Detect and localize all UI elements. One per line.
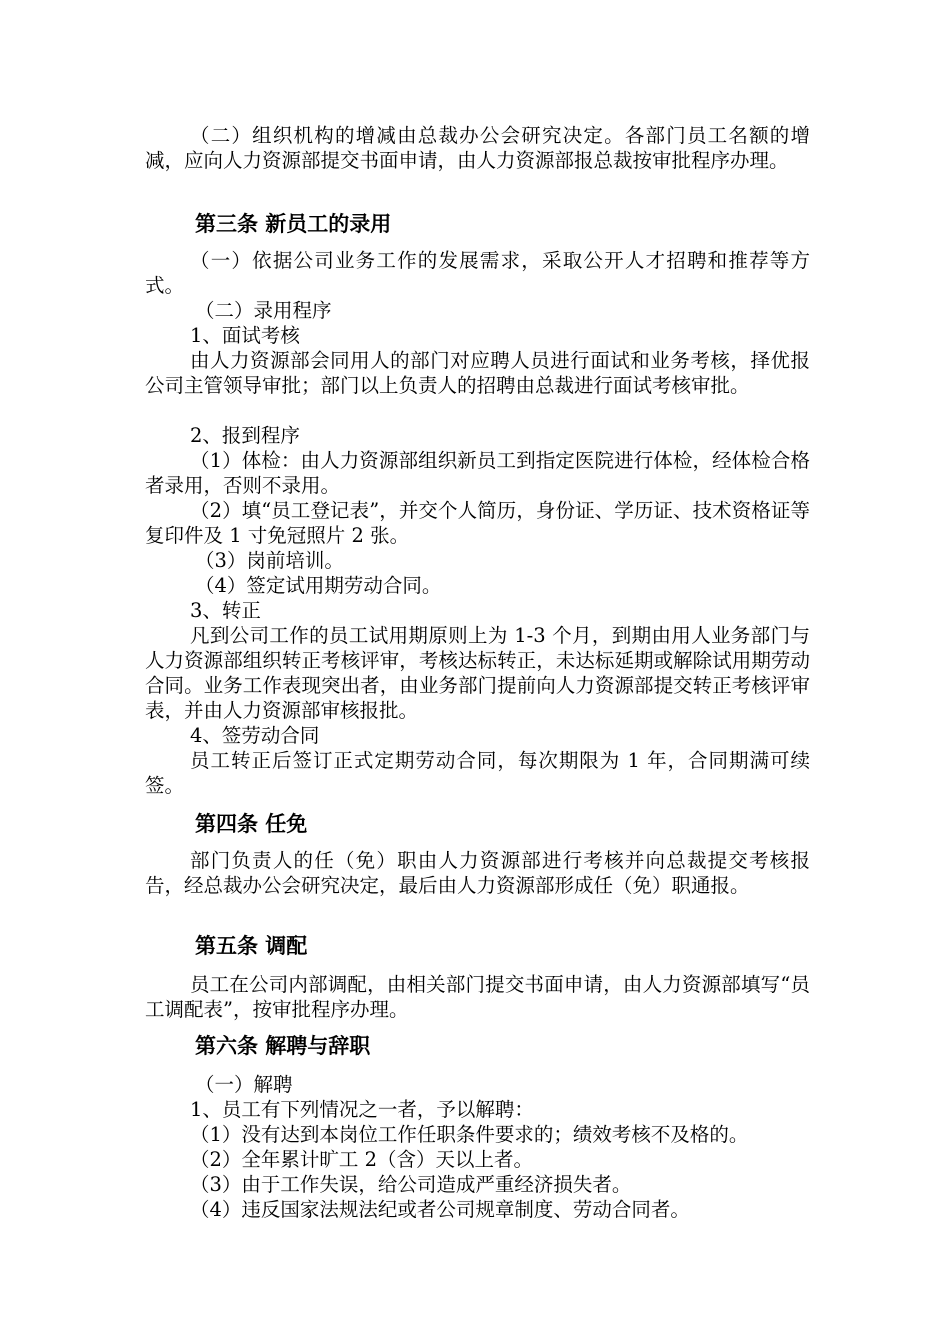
paragraph-confirm-body: 凡到公司工作的员工试用期原则上为 1-3 个月，到期由用人业务部门与人力资源部组织转正考核评审，考核达标转正，未达标延期或解除试用期劳动合同。业务工作表现突出者，由业务部门提前向人力资源部提交转正考核评审表，并由人力资源部审核报批。 [145, 624, 810, 722]
paragraph-interview-body: 由人力资源部会同用人的部门对应聘人员进行面试和业务考核，择优报公司主管领导审批；部门以上负责人的招聘由总裁进行面试考核审批。 [145, 349, 810, 397]
paragraph-contract-body: 员工转正后签订正式定期劳动合同，每次期限为 1 年，合同期满可续签。 [145, 749, 810, 797]
paragraph-dismissal-item-2: （2）全年累计旷工 2（含）天以上者。 [190, 1148, 534, 1171]
paragraph-probation-contract: （4）签定试用期劳动合同。 [195, 574, 442, 597]
paragraph-transfer: 员工在公司内部调配，由相关部门提交书面申请，由人力资源部填写“员工调配表”，按审批程序办理。 [145, 973, 810, 1021]
paragraph-registration-form: （2）填“员工登记表”，并交个人简历，身份证、学历证、技术资格证等复印件及 1 寸免冠照片 2 张。 [145, 499, 810, 547]
paragraph-dismissal-title: （一）解聘 [195, 1073, 293, 1096]
heading-article-5: 第五条 调配 [195, 934, 308, 958]
paragraph-dismissal-item-1: （1）没有达到本岗位工作任职条件要求的；绩效考核不及格的。 [190, 1123, 749, 1146]
paragraph-dismissal-item-4: （4）违反国家法规法纪或者公司规章制度、劳动合同者。 [190, 1198, 690, 1221]
paragraph-contract-title: 4、签劳动合同 [190, 724, 320, 747]
paragraph-interview-title: 1、面试考核 [190, 324, 300, 347]
paragraph-confirm-title: 3、转正 [190, 599, 261, 622]
paragraph-dismissal-item-3: （3）由于工作失误，给公司造成严重经济损失者。 [190, 1173, 632, 1196]
paragraph-report-title: 2、报到程序 [190, 424, 300, 447]
paragraph-training: （3）岗前培训。 [195, 549, 344, 572]
heading-article-3: 第三条 新员工的录用 [195, 212, 392, 236]
paragraph-hire-procedure: （二）录用程序 [195, 299, 332, 322]
paragraph-recruit-method: （一）依据公司业务工作的发展需求，采取公开人才招聘和推荐等方式。 [145, 249, 810, 297]
heading-article-6: 第六条 解聘与辞职 [195, 1034, 371, 1058]
heading-article-4: 第四条 任免 [195, 812, 308, 836]
paragraph-appointment: 部门负责人的任（免）职由人力资源部进行考核并向总裁提交考核报告，经总裁办公会研究决定，最后由人力资源部形成任（免）职通报。 [145, 849, 810, 897]
paragraph-dismissal-intro: 1、员工有下列情况之一者，予以解聘： [190, 1098, 534, 1121]
paragraph-org-change: （二）组织机构的增减由总裁办公会研究决定。各部门员工名额的增减，应向人力资源部提交书面申请，由人力资源部报总裁按审批程序办理。 [145, 124, 810, 172]
paragraph-medical-check: （1）体检：由人力资源部组织新员工到指定医院进行体检，经体检合格者录用，否则不录用。 [145, 449, 810, 497]
